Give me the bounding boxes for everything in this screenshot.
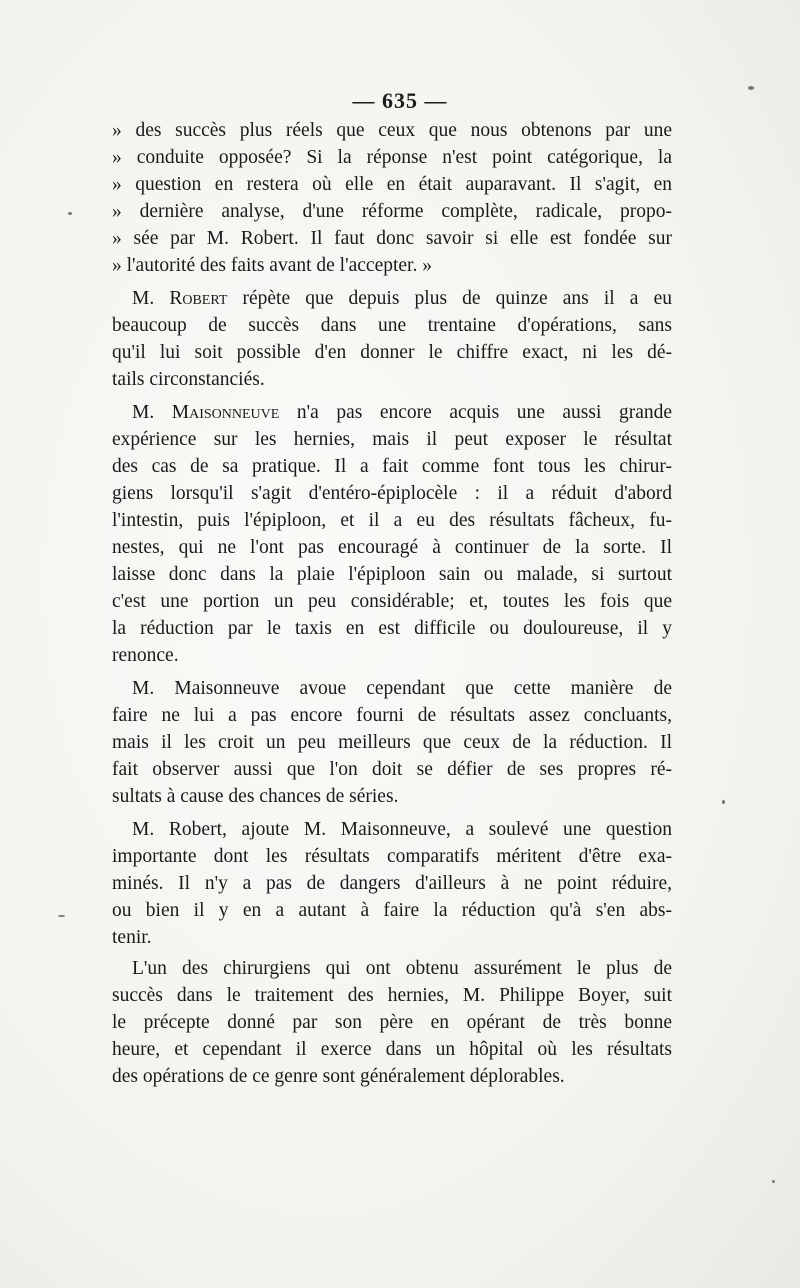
scan-speck bbox=[772, 1180, 775, 1183]
text-line: beaucoup de succès dans une trentaine d'opérations, sans bbox=[112, 315, 672, 336]
scan-speck bbox=[68, 212, 72, 215]
text-line: L'un des chirurgiens qui ont obtenu assurément le plus de bbox=[132, 958, 672, 979]
paragraph-maisonneuve-2 bbox=[112, 675, 672, 810]
line-rest: n'a pas encore acquis une aussi grande bbox=[279, 402, 672, 423]
scan-speck bbox=[58, 915, 65, 917]
text-line: le précepte donné par son père en opérant de très bonne bbox=[112, 1012, 672, 1033]
text-line: giens lorsqu'il s'agit d'entéro-épiplocèle : il a réduit d'abord bbox=[112, 483, 672, 504]
text-line: l'intestin, puis l'épiploon, et il a eu des résultats fâcheux, fu- bbox=[112, 510, 672, 531]
speaker-name: Robert bbox=[169, 288, 228, 309]
paragraph-robert bbox=[112, 285, 672, 393]
text-line: laisse donc dans la plaie l'épiploon sain ou malade, si surtout bbox=[112, 564, 672, 585]
text-line: tails circonstanciés. bbox=[112, 369, 265, 390]
text-line: » conduite opposée? Si la réponse n'est point catégorique, la bbox=[112, 147, 672, 168]
page-number: — 635 — bbox=[352, 88, 448, 113]
text-line: fait observer aussi que l'on doit se défier de ses propres ré- bbox=[112, 759, 672, 780]
paragraph-maisonneuve-1 bbox=[112, 399, 672, 669]
text-line: expérience sur les hernies, mais il peut exposer le résultat bbox=[112, 429, 672, 450]
text-line: » dernière analyse, d'une réforme complète, radicale, propo- bbox=[112, 201, 672, 222]
body-text bbox=[112, 117, 672, 1090]
line-lead: M. bbox=[132, 402, 172, 423]
line-lead: M. bbox=[132, 288, 170, 309]
text-line: importante dont les résultats comparatifs méritent d'être exa- bbox=[112, 846, 672, 867]
text-line: des cas de sa pratique. Il a fait comme font tous les chirur- bbox=[112, 456, 672, 477]
text-line: » question en restera où elle en était auparavant. Il s'agit, en bbox=[112, 174, 672, 195]
text-line: sultats à cause des chances de séries. bbox=[112, 786, 399, 807]
text-line: » des succès plus réels que ceux que nous obtenons par une bbox=[112, 120, 672, 141]
scan-speck bbox=[722, 800, 725, 804]
line-rest: répète que depuis plus de quinze ans il a eu bbox=[227, 288, 672, 309]
text-line: nestes, qui ne l'ont pas encouragé à continuer de la sorte. Il bbox=[112, 537, 672, 558]
text-line: c'est une portion un peu considérable; et, toutes les fois que bbox=[112, 591, 672, 612]
scan-speck bbox=[748, 86, 754, 90]
speaker-name: Maisonneuve bbox=[171, 402, 280, 423]
text-line: M. Maisonneuve avoue cependant que cette manière de bbox=[132, 678, 672, 699]
text-line: ou bien il y en a autant à faire la réduction qu'à s'en abs- bbox=[112, 900, 672, 921]
paragraph-boyer bbox=[112, 955, 672, 1090]
text-line: faire ne lui a pas encore fourni de résultats assez concluants, bbox=[112, 705, 672, 726]
paragraph-maisonneuve-3 bbox=[112, 816, 672, 951]
quoted-paragraph bbox=[112, 117, 672, 279]
text-line: minés. Il n'y a pas de dangers d'ailleurs à ne point réduire, bbox=[112, 873, 672, 894]
text-line: mais il les croit un peu meilleurs que ceux de la réduction. Il bbox=[112, 732, 672, 753]
text-line: M. Robert, ajoute M. Maisonneuve, a soulevé une question bbox=[132, 819, 672, 840]
text-line: la réduction par le taxis en est difficile ou douloureuse, il y bbox=[112, 618, 672, 639]
text-line: » l'autorité des faits avant de l'accepter. » bbox=[112, 255, 432, 276]
text-line: tenir. bbox=[112, 927, 152, 948]
text-line: heure, et cependant il exerce dans un hôpital où les résultats bbox=[112, 1039, 672, 1060]
text-line: » sée par M. Robert. Il faut donc savoir si elle est fondée sur bbox=[112, 228, 672, 249]
text-line: des opérations de ce genre sont généralement déplorables. bbox=[112, 1066, 565, 1087]
text-line bbox=[112, 399, 672, 426]
text-line: succès dans le traitement des hernies, M. Philippe Boyer, suit bbox=[112, 985, 672, 1006]
text-line: renonce. bbox=[112, 645, 179, 666]
text-line: qu'il lui soit possible d'en donner le chiffre exact, ni les dé- bbox=[112, 342, 672, 363]
text-line bbox=[112, 285, 672, 312]
